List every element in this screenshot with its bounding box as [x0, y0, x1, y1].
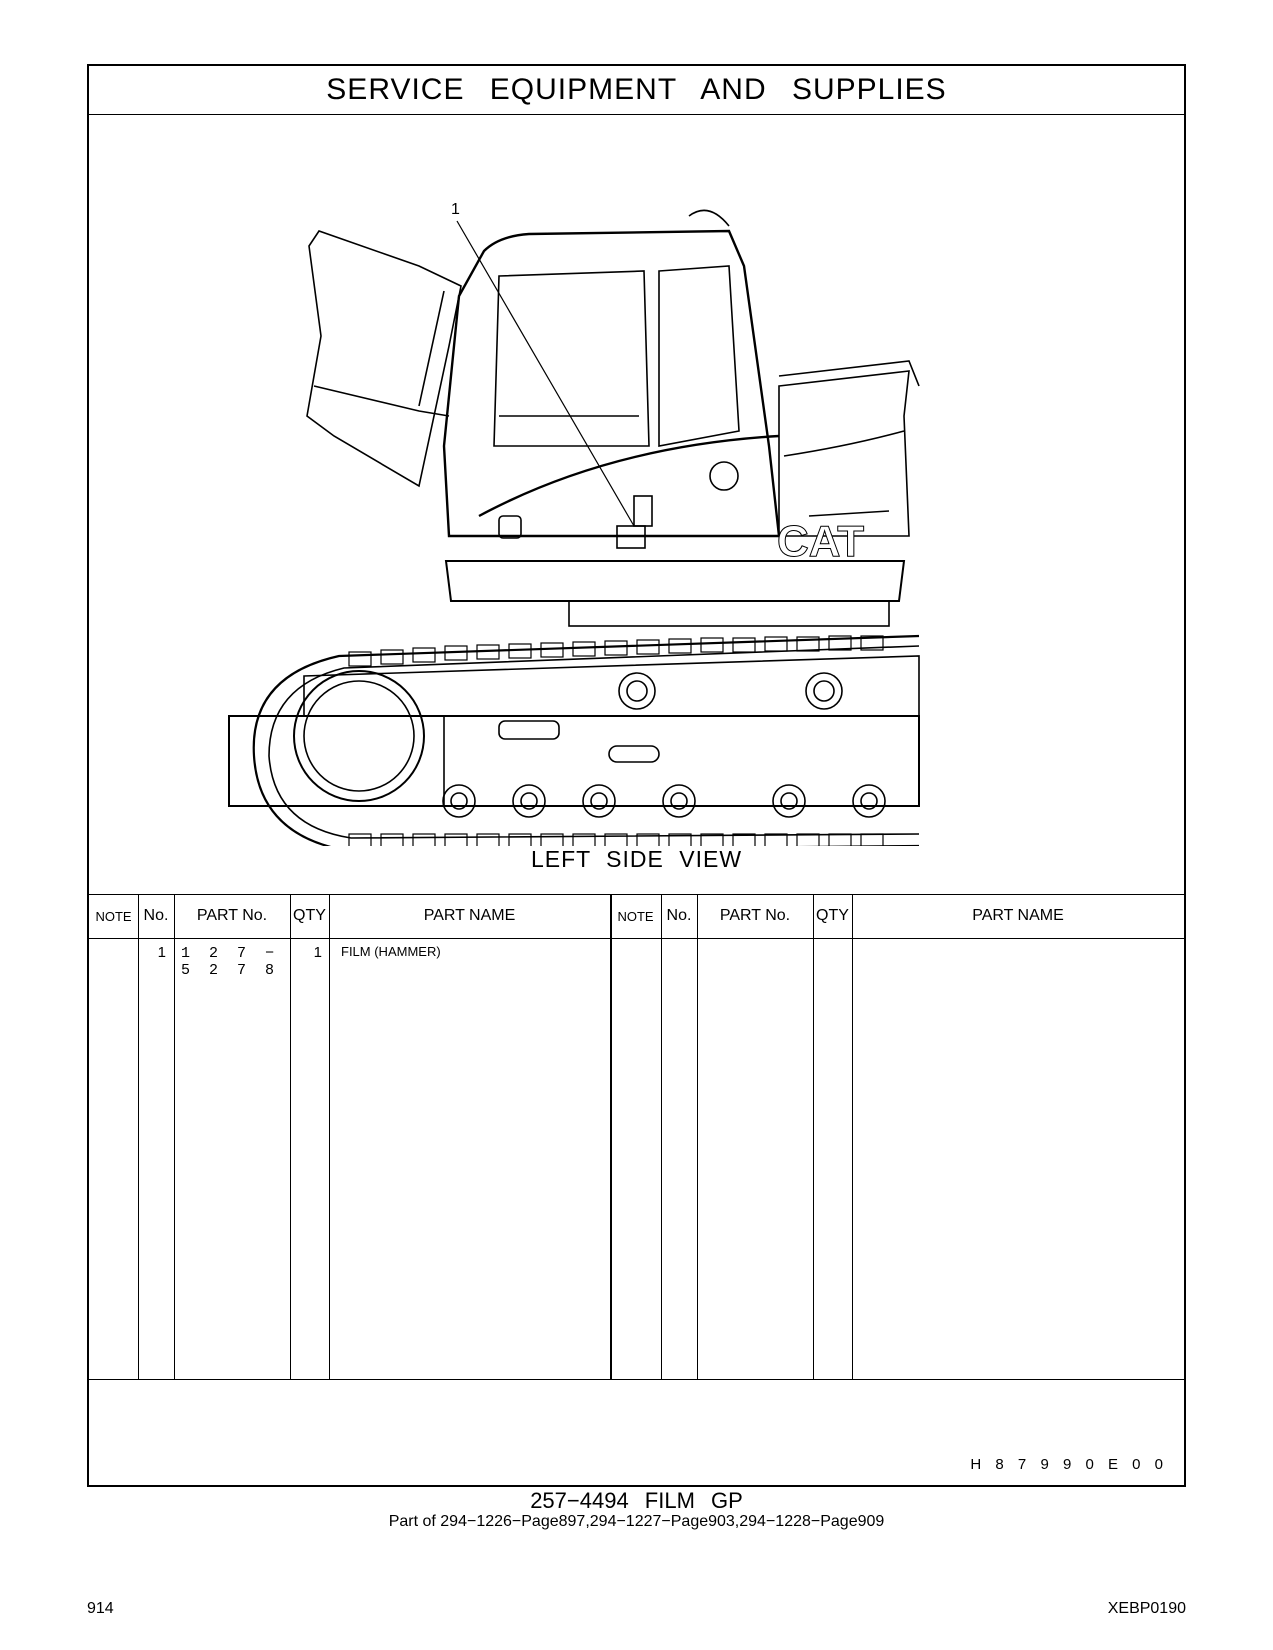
header-note: NOTE — [95, 908, 132, 924]
callout-number: 1 — [451, 201, 460, 218]
header-qty-2: QTY — [816, 907, 849, 924]
page-title: SERVICE EQUIPMENT AND SUPPLIES — [326, 73, 947, 106]
col-divider — [661, 894, 662, 1379]
header-qty: QTY — [293, 907, 326, 924]
table-bottom-rule — [89, 1379, 1184, 1380]
document-id: XEBP0190 — [1107, 1600, 1186, 1617]
col-divider — [138, 894, 139, 1379]
header-part-no: PART No. — [196, 907, 268, 924]
parts-sheet-frame — [87, 64, 1186, 1487]
col-divider — [174, 894, 175, 1379]
col-divider — [610, 894, 612, 1379]
group-subtitle: Part of 294−1226−Page897,294−1227−Page903,294−1228−Page909 — [388, 1513, 885, 1530]
col-divider — [290, 894, 291, 1379]
cat-logo-icon: CAT — [777, 517, 865, 566]
header-no-2: No. — [666, 907, 692, 924]
table-header-rule — [89, 938, 1184, 939]
view-label: LEFT SIDE VIEW — [530, 846, 743, 872]
col-divider — [813, 894, 814, 1379]
row-part-no: 1 2 7 − 5 2 7 8 — [181, 945, 280, 979]
col-divider — [697, 894, 698, 1379]
col-divider — [852, 894, 853, 1379]
group-title: 257−4494 FILM GP — [530, 1488, 743, 1513]
row-part-name: FILM (HAMMER) — [341, 944, 441, 959]
drawing-code: H 8 7 9 9 0 E 0 0 — [970, 1456, 1168, 1473]
header-part-name: PART NAME — [423, 907, 516, 924]
header-no: No. — [143, 907, 169, 924]
row-qty: 1 — [313, 944, 322, 961]
title-divider — [89, 114, 1184, 115]
col-divider — [329, 894, 330, 1379]
page-number: 914 — [87, 1600, 114, 1617]
excavator-illustration — [89, 116, 1184, 846]
row-no: 1 — [157, 944, 166, 961]
header-note-2: NOTE — [617, 908, 654, 924]
header-part-name-2: PART NAME — [972, 907, 1064, 924]
header-part-no-2: PART No. — [719, 907, 791, 924]
